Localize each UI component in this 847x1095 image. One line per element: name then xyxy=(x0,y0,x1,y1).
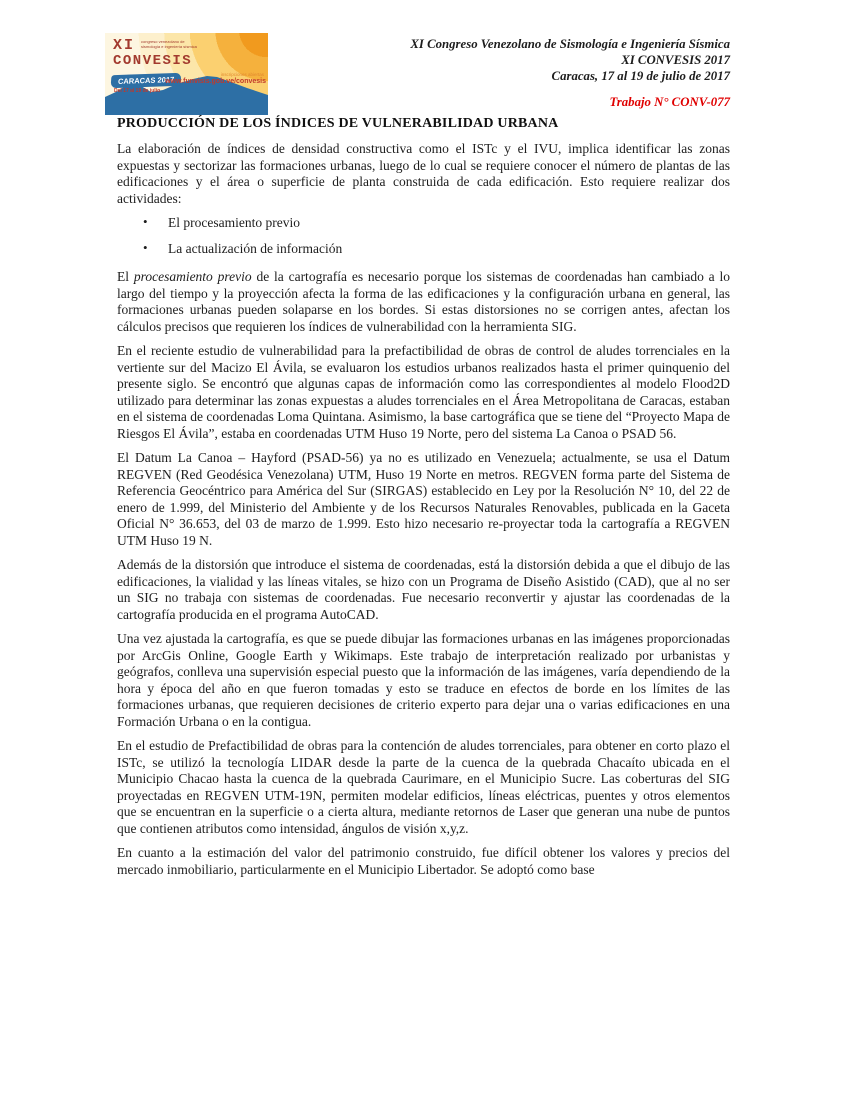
event-line-congress: XI Congreso Venezolano de Sismología e Ingeniería Sísmica xyxy=(410,37,730,51)
logo-brand: CONVESIS xyxy=(113,53,193,69)
paragraph: Además de la distorsión que introduce el sistema de coordenadas, está la distorsión debida a que el dibujo de las edificaciones, la vialidad y las líneas vitales, se hizo con un Programa de Diseño Asistido (CAD), que al no ser un SIG no trabaja con sistemas de coordenadas. Fue necesario reconvertir y ajustar las coordenadas de la cartografía producida en el programa AutoCAD. xyxy=(117,557,730,622)
bullet-list xyxy=(117,215,730,257)
logo-dates: Del 17 al 19 de julio xyxy=(114,88,161,94)
bullet-text: El procesamiento previo xyxy=(168,215,300,230)
italic-text: procesamiento previo xyxy=(133,269,252,284)
bullet-item xyxy=(117,241,730,258)
logo-website: www.funvisis.gob.ve/convesis xyxy=(165,78,266,85)
paragraph: La elaboración de índices de densidad constructiva como el ISTc y el IVU, implica identificar las zonas expuestas y sectorizar las formaciones urbanas, luego de lo cual se requiere conocer el número de plantas de las edificaciones y el área o superficie de planta construida de cada edificación. Esto requiere realizar dos actividades: xyxy=(117,141,730,206)
bullet-text: La actualización de información xyxy=(168,240,343,256)
event-header-block xyxy=(410,36,730,110)
paragraph: En el estudio de Prefactibilidad de obras para la contención de aludes torrenciales, para obtener en corto plazo el ISTc, se utilizó la tecnología LIDAR desde la parte de la cuenca de la quebrada Chacaíto ubicada en el Municipio Chacao hasta la cuenca de la quebrada Caurimare, en el Municipio Sucre. Las coberturas del SIG proyectadas en REGVEN UTM-19N, permiten modelar edificios, líneas eléctricas, puentes y otros elementos que se encuentran en la superficie o a cierta altura, mediante retornos de Laser que generan una nube de puntos que contienen atributos como intensidad, ángulos de visión x,y,z. xyxy=(117,738,730,836)
document-body xyxy=(117,141,730,878)
bullet-icon: • xyxy=(143,214,148,229)
event-line-convesis: XI CONVESIS 2017 xyxy=(621,53,730,67)
paragraph: El Datum La Canoa – Hayford (PSAD-56) ya no es utilizado en Venezuela; actualmente, se usa el Datum REGVEN (Red Geodésica Venezolana) UTM, Huso 19 Norte en metros. REGVEN forma parte del Sistema de Referencia Geocéntrico para América del Sur (SIRGAS) establecido en Ley por la Resolución N° 10, del 22 de enero de 1.999, del Ministerio del Ambiente y de los Recursos Naturales Renovables, publicada en la Gaceta Oficial N° 36.653, del 03 de marzo de 1.999. Esto hizo necesario re-proyectar toda la cartografía a REGVEN UTM Huso 19 N. xyxy=(117,450,730,548)
event-line-location-date: Caracas, 17 al 19 de julio de 2017 xyxy=(551,69,730,83)
paper-number: Trabajo N° CONV-077 xyxy=(609,95,730,109)
logo-city-banner: CARACAS 2017 xyxy=(111,73,182,88)
paragraph: El procesamiento previo de la cartografía es necesario porque los sistemas de coordenadas han cambiado a lo largo del tiempo y la proyección afecta la forma de las edificaciones y la configuración urbana en general, las formaciones urbanas pueden solaparse en los bordes. Si estas distorsiones no se corrigen antes, afectan los cálculos precisos que requieren los índices de vulnerabilidad con la herramienta SIG. xyxy=(117,269,730,334)
logo-subtitle: congreso venezolano de sismología e ingeniería sísmica xyxy=(141,39,197,49)
bullet-item xyxy=(117,215,730,232)
paragraph: En el reciente estudio de vulnerabilidad para la prefactibilidad de obras de control de aludes torrenciales en la vertiente sur del Macizo El Ávila, se evaluaron los estudios urbanos realizados hasta el primer quinquenio del presente siglo. Se encontró que algunas capas de información como las correspondientes al modelo Flood2D utilizado para determinar las zonas expuestas a aludes torrenciales en el Área Metropolitana de Caracas, estaban en el sistema de coordenadas Loma Quintana. Asimismo, la base cartográfica que se tiene del “Proyecto Mapa de Riesgos El Ávila”, estaba en coordenadas UTM Huso 19 Norte, pero del sistema La Canoa o PSAD 56. xyxy=(117,343,730,441)
document-content xyxy=(117,116,730,886)
logo-numeral: XI xyxy=(113,37,136,54)
paragraph: Una vez ajustada la cartografía, es que se puede dibujar las formaciones urbanas en las imágenes proporcionadas por ArcGis Online, Google Earth y Wikimaps. Este trabajo de interpretación realizado por urbanistas y geógrafos, conlleva una supervisión especial puesto que la información de las imágenes, varía dependiendo de la hora y época del año en que fueron tomadas y esto se traduce en efectos de borde en los límites de las formaciones urbanas, que requieren decisiones de criterio experto para dejar una o varias edificaciones en una Formación Urbana o en la contigua. xyxy=(117,631,730,729)
bullet-icon: • xyxy=(143,239,148,255)
paragraph: En cuanto a la estimación del valor del patrimonio construido, fue difícil obtener los valores y precios del mercado inmobiliario, particularmente en el Municipio Libertador. Se adoptó como base xyxy=(117,845,730,877)
convesis-logo xyxy=(105,33,268,115)
logo-registration-note: inscripciones abiertas xyxy=(220,72,264,77)
page-title: PRODUCCIÓN DE LOS ÍNDICES DE VULNERABILIDAD URBANA xyxy=(117,116,559,131)
